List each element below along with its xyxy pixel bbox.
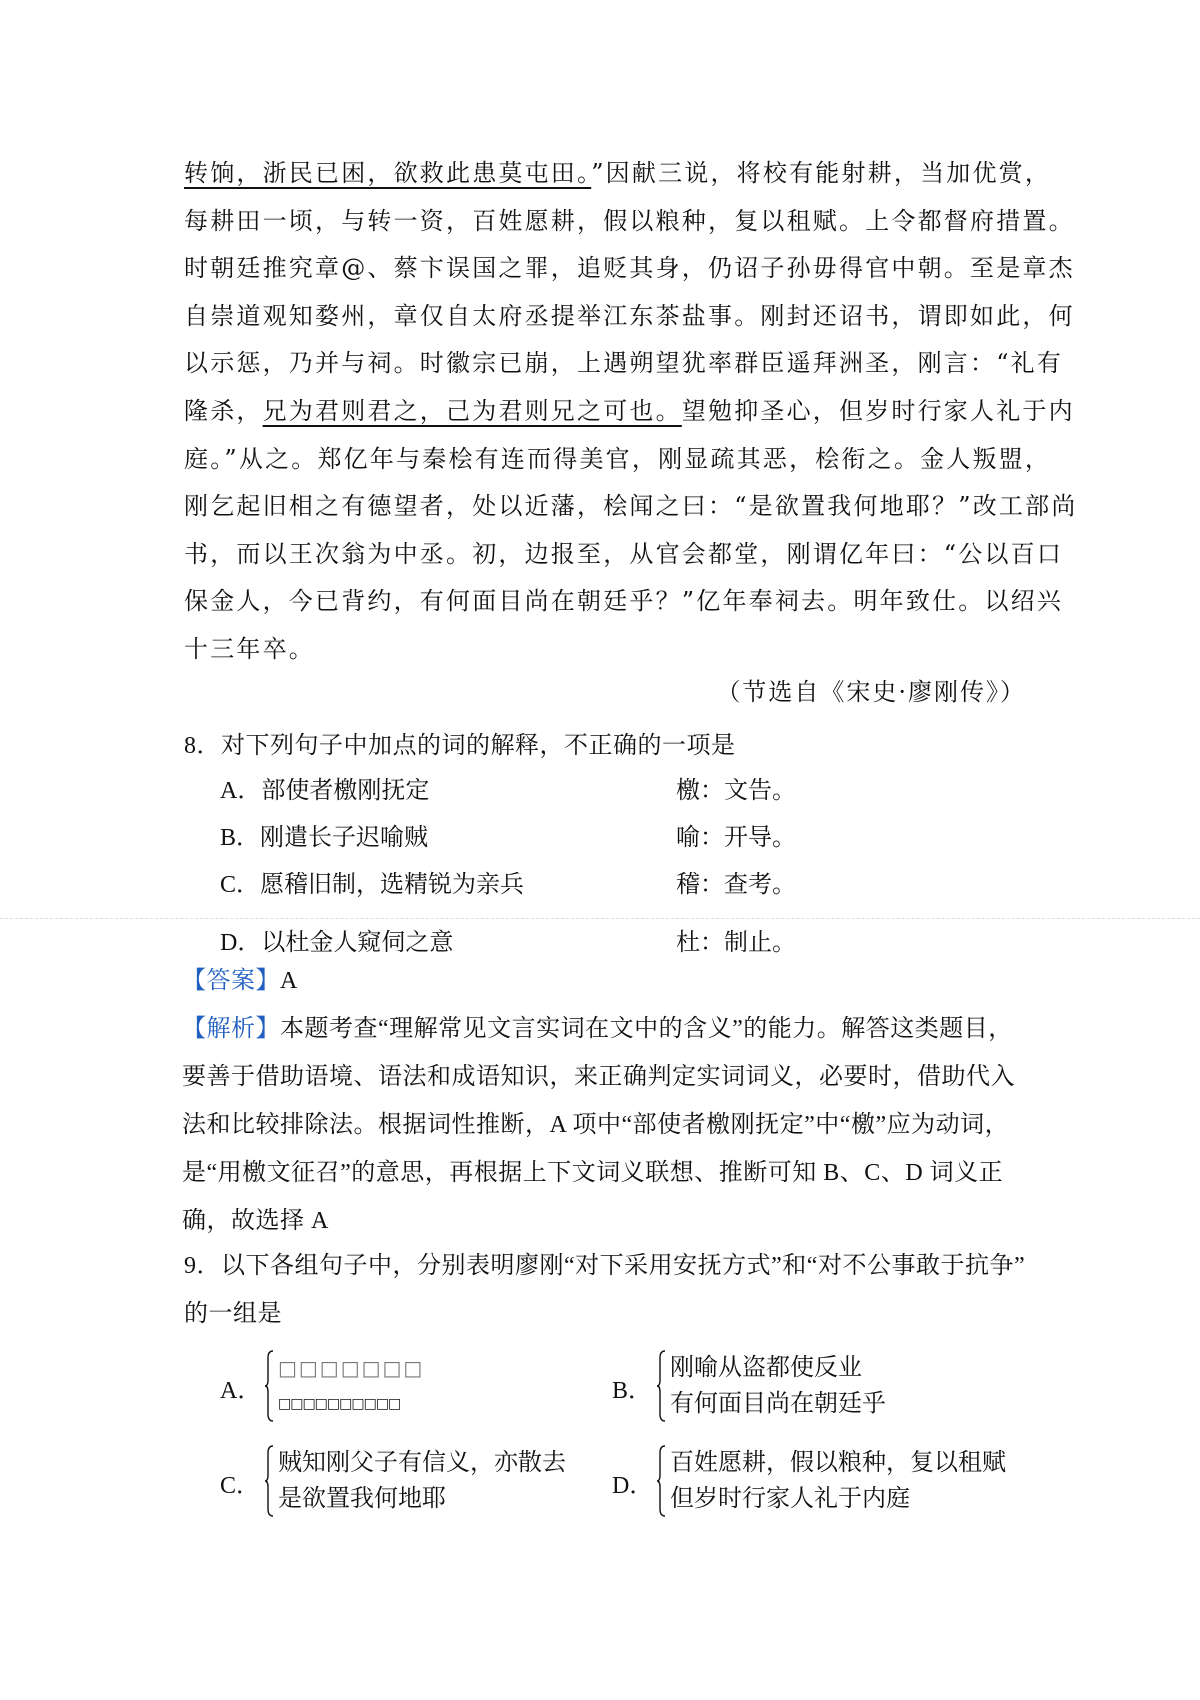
choice-label: A．	[220, 1378, 262, 1404]
underlined-sentence: 转饷，浙民已困，欲救此患莫屯田。	[184, 159, 592, 187]
analysis-line: 是“用檄文征召”的意思，再根据上下文词义联想、推断可知 B、C、D 词义正	[182, 1160, 1004, 1186]
brace-icon	[656, 1350, 666, 1422]
choice-line-2: □□□□□□□□□□	[278, 1396, 401, 1412]
analysis-line: 法和比较排除法。根据词性推断，A 项中“部使者檄刚抚定”中“檄”应为动词，	[182, 1112, 1010, 1138]
question-8-stem: 8．对下列句子中加点的词的解释，不正确的一项是	[184, 733, 736, 759]
passage-line: 转饷，浙民已困，欲救此患莫屯田。”因献三说，将校有能射耕，当加优赏，	[184, 159, 1052, 187]
question-9-stem: 9．以下各组句子中，分别表明廖刚“对下采用安抚方式”和“对不公事敢于抗争” 的一组是	[184, 1253, 1026, 1327]
q9-choice-a	[220, 1350, 580, 1426]
q8-option-c	[220, 864, 1026, 912]
q9-choice-d	[612, 1445, 1026, 1521]
passage-line: 十三年卒。	[184, 634, 315, 663]
analysis: 【解析】本题考查“理解常见文言实词在文中的含义”的能力。解答这类题目， 要善于借助语境、语法和成语知识，来正确判定实词词义，必要时，借助代入 法和比较排除法。根据词性推断，A 项中“部使者檄刚抚定”中“檄”应为动词， 是“用檄文征召”的意思，再根据上下文词义联想、推断可知 B、C、D 词义正 确，故选择 A	[182, 1005, 1024, 1245]
passage-line: 庭。”从之。郑亿年与秦桧有连而得美官，刚显疏其恶，桧衔之。金人叛盟，	[184, 444, 1052, 473]
q8-option-b	[220, 817, 1026, 865]
option-definition: 稽：查考。	[676, 872, 796, 898]
choice-line-1: 刚喻从盗都使反业	[670, 1355, 862, 1381]
passage-line: 每耕田一顷，与转一资，百姓愿耕，假以粮种，复以租赋。上令都督府措置。	[184, 206, 1075, 235]
analysis-line: 要善于借助语境、语法和成语知识，来正确判定实词词义，必要时，借助代入	[182, 1064, 1015, 1090]
passage-line: 时朝廷推究章@、蔡卞误国之罪，追贬其身，仍诏子孙毋得官中朝。至是章杰	[184, 254, 1075, 283]
q9-choice-b	[612, 1350, 1026, 1426]
choice-label: C．	[220, 1473, 261, 1499]
option-text: B．刚遣长子迟喻贼	[220, 825, 429, 851]
brace-icon	[264, 1350, 274, 1422]
analysis-tag: 【解析】	[182, 1016, 280, 1042]
passage-line: 以示惩，乃并与祠。时徽宗已崩，上遇朔望犹率群臣遥拜洲圣，刚言：“礼有	[184, 349, 1064, 378]
passage	[184, 150, 1078, 674]
passage-line: 隆杀，兄为君则君之，己为君则兄之可也。望勉抑圣心，但岁时行家人礼于内	[184, 396, 1075, 425]
option-definition: 喻：开导。	[676, 825, 796, 851]
passage-source: （节选自《宋史·廖刚传》）	[716, 678, 1026, 706]
choice-line-2: 是欲置我何地耶	[278, 1486, 446, 1512]
choice-line-1: 百姓愿耕，假以粮种，复以租赋	[670, 1450, 1006, 1476]
option-definition: 杜：制止。	[676, 930, 796, 956]
passage-line: 保金人，今已背约，有何面目尚在朝廷乎？”亿年奉祠去。明年致仕。以绍兴	[184, 587, 1064, 616]
brace-icon	[656, 1445, 666, 1517]
option-text: C．愿稽旧制，选精锐为亲兵	[220, 872, 525, 898]
answer-tag: 【答案】	[182, 968, 280, 994]
answer-line	[182, 957, 1024, 1005]
q9-choice-c	[220, 1445, 600, 1521]
q8-option-a	[220, 770, 1026, 818]
choice-label: D．	[612, 1473, 654, 1499]
choice-line-1: □□□□□□□	[278, 1356, 425, 1380]
brace-icon	[264, 1445, 274, 1517]
passage-line: 刚乞起旧相之有德望者，处以近藩，桧闻之曰：“是欲置我何地耶？”改工部尚	[184, 492, 1078, 521]
passage-line: 自崇道观知婺州，章仅自太府丞提举江东茶盐事。刚封还诏书，谓即如此，何	[184, 301, 1075, 330]
analysis-line: 确，故选择 A	[182, 1208, 329, 1234]
answer-value: A	[280, 968, 298, 994]
page-divider	[0, 918, 1200, 919]
choice-line-2: 但岁时行家人礼于内庭	[670, 1486, 910, 1512]
underlined-sentence: 兄为君则君之，己为君则兄之可也。	[262, 396, 682, 425]
choice-line-1: 贼知刚父子有信义，亦散去	[278, 1450, 566, 1476]
option-text: A．部使者檄刚抚定	[220, 778, 430, 804]
option-text: D．以杜金人窥伺之意	[220, 930, 454, 956]
passage-line: 书，而以王次翁为中丞。初，边报至，从官会都堂，刚谓亿年曰：“公以百口	[184, 539, 1064, 568]
choice-line-2: 有何面目尚在朝廷乎	[670, 1391, 886, 1417]
option-definition: 檄：文告。	[676, 778, 796, 804]
choice-label: B．	[612, 1378, 653, 1404]
